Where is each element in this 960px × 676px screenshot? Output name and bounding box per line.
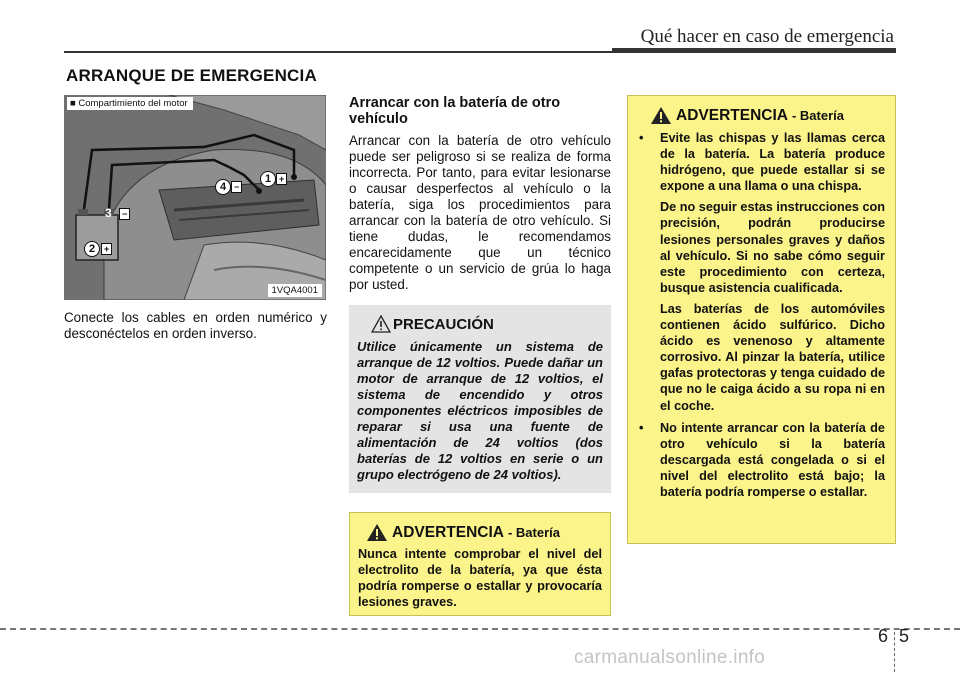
warning-small-title: ADVERTENCIA [392, 523, 504, 541]
warning-list-item [636, 130, 885, 414]
warning-small-subtitle: - Batería [507, 525, 560, 540]
connection-note: Conecte los cables en orden numérico y desconéctelos en orden inverso. [64, 310, 327, 341]
figure-code: 1VQA4001 [268, 284, 322, 297]
warning-list-item [636, 420, 885, 500]
caution-text: Utilice únicamente un sistema de arranque de 12 voltios. Puede dañar un motor de arranque de 12 voltios, el sistema de encendido y otros componentes eléctricos imposibles de reparar si usa una fuente de alimentación de 24 voltios (dos baterías de 12 voltios en serie o un grupo electrógeno de 24 voltios). [357, 339, 603, 482]
label-1: 1 [260, 171, 276, 187]
label-minus-4: − [231, 181, 242, 193]
header-rule-thick [612, 48, 896, 53]
page-number: 5 [899, 626, 910, 646]
header-rule [64, 51, 612, 53]
label-plus-1: + [276, 173, 287, 185]
engine-compartment-figure [64, 95, 326, 300]
warning-large-subtitle: - Batería [791, 108, 844, 123]
label-4: 4 [215, 179, 231, 195]
subsection-body: Arrancar con la batería de otro vehículo puede ser peligroso si se realiza de forma incorrecta. Por tanto, para evitar lesionarse o causar desperfectos al vehículo o la batería, siga los procedimientos para arrancar con la batería de otro vehículo. Si tiene dudas, le recomendamos encarecidamente que un técnico competente o un servicio de grúa lo haga por usted. [349, 133, 611, 293]
warning-paragraph: Evite las chispas y las llamas cerca de la batería. La batería produce hidrógeno, que puede estallar si se expone a una llama o una chispa. [660, 131, 885, 194]
figure-caption: ■ Compartimiento del motor [67, 97, 193, 110]
bullet: • [639, 131, 644, 145]
footer-rule [0, 628, 960, 630]
warning-large-title: ADVERTENCIA [676, 106, 788, 124]
subsection-heading: Arrancar con la batería de otro vehículo [349, 95, 561, 127]
warning-list [636, 130, 885, 500]
warning-paragraph: No intente arrancar con la batería de otro vehículo si la batería descargada está congelada o si el nivel del electrolito está bajo; la batería podría romperse o estallar. [660, 420, 885, 499]
caution-header [371, 315, 603, 333]
section-title: ARRANQUE DE EMERGENCIA [66, 66, 317, 85]
bullet: • [639, 420, 644, 435]
label-plus-2: + [101, 243, 112, 255]
warning-triangle-icon [650, 106, 672, 125]
battery-warning-large [627, 95, 896, 544]
warning-triangle-icon [366, 523, 388, 542]
battery-warning-small [349, 512, 611, 616]
warning-small-text: Nunca intente comprobar el nivel del electrolito de la batería, ya que ésta podría romperse o estallar y provocaría lesiones graves. [358, 547, 602, 609]
chapter-number: 6 [878, 626, 889, 646]
caution-triangle-icon [371, 315, 391, 333]
caution-box [349, 305, 611, 493]
engine-illustration [64, 95, 326, 300]
caution-title: PRECAUCIÓN [393, 316, 494, 333]
label-minus-3: − [119, 208, 130, 220]
warning-paragraph: De no seguir estas instrucciones con precisión, podrán producirse lesiones personales graves y daños al vehículo. Si no sabe cómo seguir este procedimiento con certeza, busque asistencia cualificada. [660, 200, 885, 295]
label-2: 2 [84, 241, 100, 257]
warning-paragraph: Las baterías de los automóviles contienen ácido sulfúrico. Dicho ácido es venenoso y altamente corrosivo. Al pinzar la batería, utilice gafas protectoras y tenga cuidado de que no le caiga ácido a su ropa ni en el coche. [660, 301, 885, 413]
label-3: 3 [105, 206, 112, 220]
watermark: carmanualsonline.info [574, 647, 766, 668]
chapter-title: Qué hacer en caso de emergencia [640, 26, 894, 47]
page-number-divider [894, 632, 895, 672]
warning-large-header [650, 106, 885, 125]
warning-small-header [366, 523, 602, 542]
